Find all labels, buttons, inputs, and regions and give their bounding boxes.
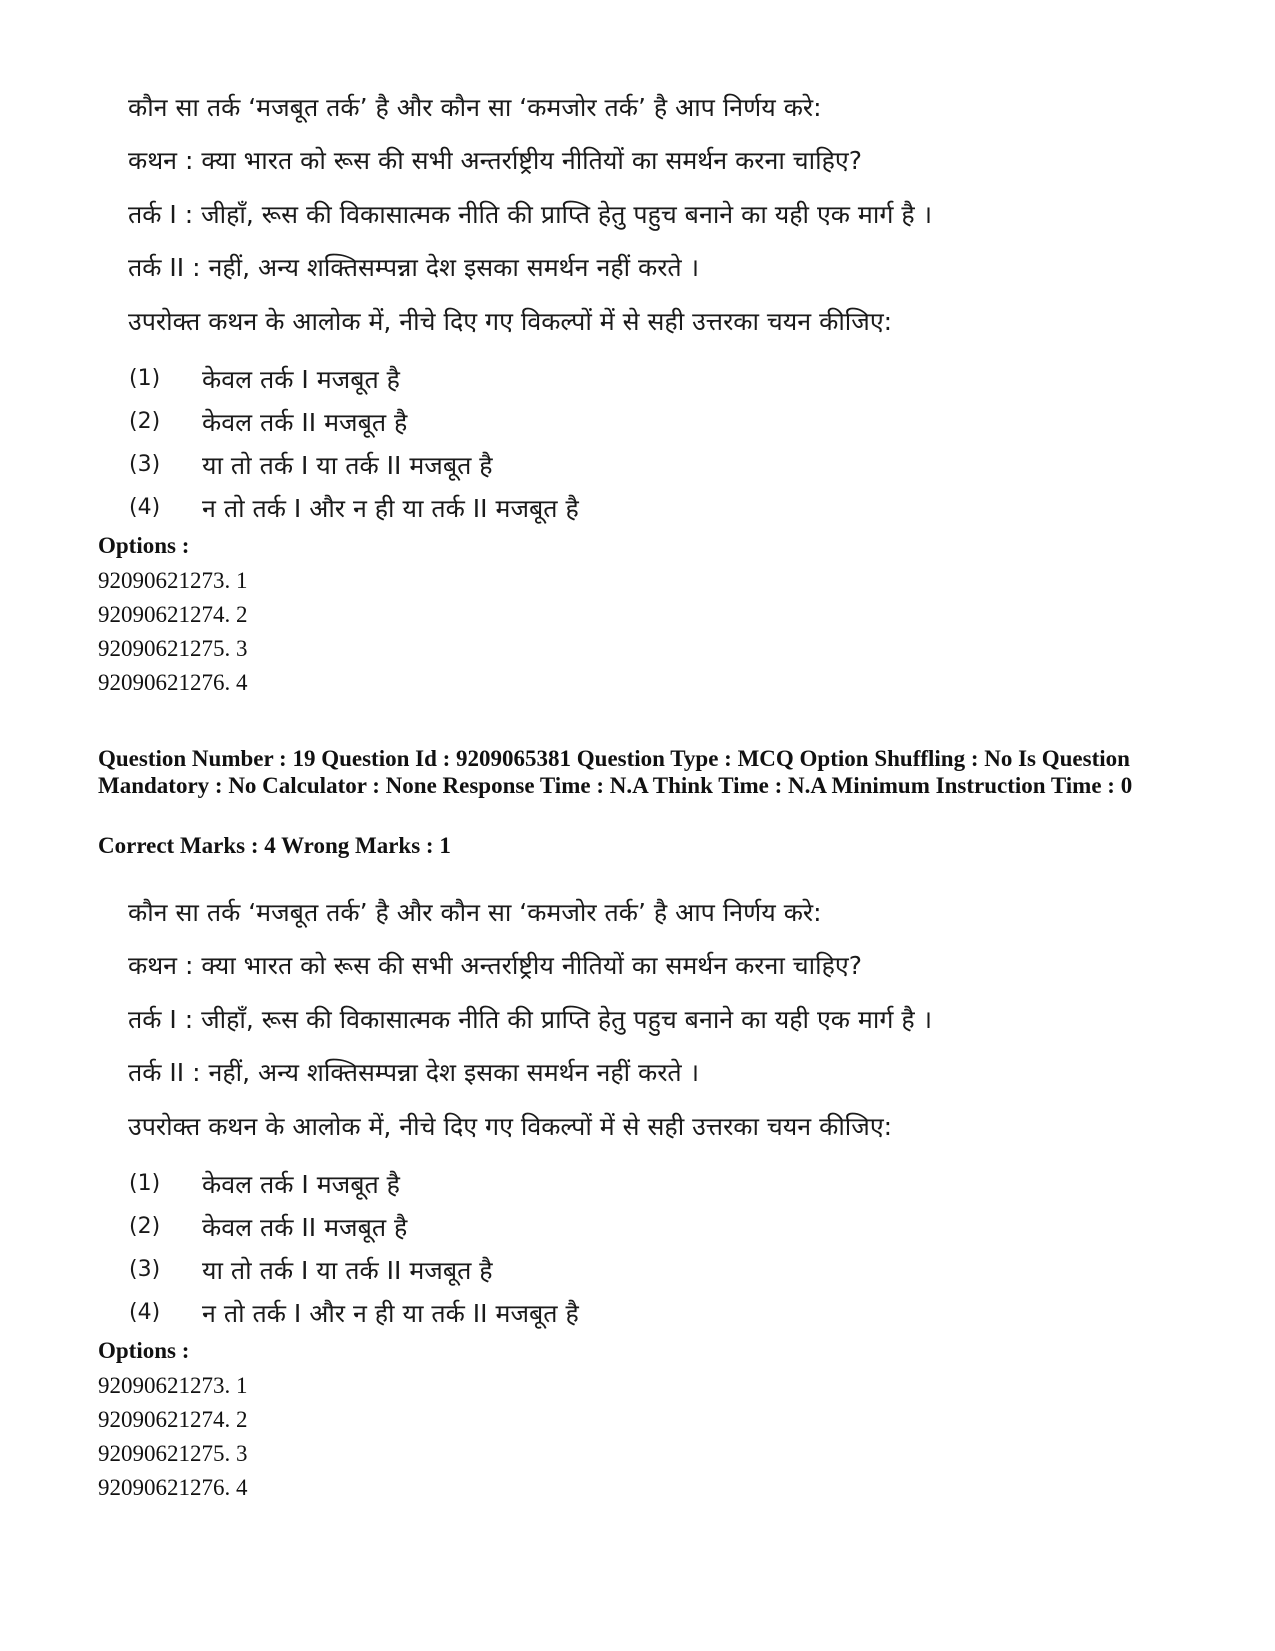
choice-text: केवल तर्क I मजबूत है: [202, 365, 400, 394]
stem-prompt: उपरोक्त कथन के आलोक में, नीचे दिए गए विकल्पों में से सही उत्तरका चयन कीजिए:: [128, 307, 893, 336]
option-id-line: 92090621273. 1: [98, 1373, 248, 1398]
choice-number: (4): [129, 495, 161, 520]
choice-number: (2): [129, 409, 161, 434]
choice-text: न तो तर्क I और न ही या तर्क II मजबूत है: [202, 494, 579, 523]
stem-argument-1: तर्क I : जीहाँ, रूस की विकासात्मक नीति की प्राप्ति हेतु पहुच बनाने का यही एक मार्ग है ।: [128, 1005, 933, 1034]
choice-text: न तो तर्क I और न ही या तर्क II मजबूत है: [202, 1299, 579, 1328]
option-id-line: 92090621275. 3: [98, 636, 248, 661]
option-id-line: 92090621273. 1: [98, 568, 248, 593]
choice-number: (2): [129, 1214, 161, 1239]
stem-instruction: कौन सा तर्क ‘मजबूत तर्क’ है और कौन सा ‘कमजोर तर्क’ है आप निर्णय करे:: [128, 898, 822, 927]
option-id-line: 92090621274. 2: [98, 1407, 248, 1432]
choice-text: केवल तर्क II मजबूत है: [202, 1213, 408, 1242]
choice-text: केवल तर्क I मजबूत है: [202, 1170, 400, 1199]
option-id-line: 92090621275. 3: [98, 1441, 248, 1466]
options-label: Options :: [98, 533, 190, 558]
stem-argument-1: तर्क I : जीहाँ, रूस की विकासात्मक नीति की प्राप्ति हेतु पहुच बनाने का यही एक मार्ग है ।: [128, 200, 933, 229]
choice-text: केवल तर्क II मजबूत है: [202, 408, 408, 437]
choice-number: (3): [129, 452, 161, 477]
option-id-line: 92090621276. 4: [98, 670, 248, 695]
choice-text: या तो तर्क I या तर्क II मजबूत है: [202, 451, 493, 480]
choice-number: (3): [129, 1257, 161, 1282]
choice-number: (1): [129, 1171, 161, 1196]
option-id-line: 92090621274. 2: [98, 602, 248, 627]
stem-statement: कथन : क्या भारत को रूस की सभी अन्तर्राष्ट्रीय नीतियों का समर्थन करना चाहिए?: [128, 951, 863, 980]
choice-number: (1): [129, 366, 161, 391]
stem-argument-2: तर्क II : नहीं, अन्य शक्तिसम्पन्ना देश इसका समर्थन नहीं करते ।: [128, 1058, 700, 1087]
choice-text: या तो तर्क I या तर्क II मजबूत है: [202, 1256, 493, 1285]
marks-line: Correct Marks : 4 Wrong Marks : 1: [98, 833, 451, 858]
choice-number: (4): [129, 1300, 161, 1325]
stem-statement: कथन : क्या भारत को रूस की सभी अन्तर्राष्ट्रीय नीतियों का समर्थन करना चाहिए?: [128, 146, 863, 175]
option-id-line: 92090621276. 4: [98, 1475, 248, 1500]
stem-argument-2: तर्क II : नहीं, अन्य शक्तिसम्पन्ना देश इसका समर्थन नहीं करते ।: [128, 253, 700, 282]
stem-instruction: कौन सा तर्क ‘मजबूत तर्क’ है और कौन सा ‘कमजोर तर्क’ है आप निर्णय करे:: [128, 93, 822, 122]
question-metadata: Question Number : 19 Question Id : 9209065381 Question Type : MCQ Option Shuffling : No Is Question Mandatory : No Calculator : None Response Time : N.A Think Time : N.A Minimum Instruction Time : 0: [98, 746, 1133, 798]
options-label: Options :: [98, 1338, 190, 1363]
stem-prompt: उपरोक्त कथन के आलोक में, नीचे दिए गए विकल्पों में से सही उत्तरका चयन कीजिए:: [128, 1112, 893, 1141]
